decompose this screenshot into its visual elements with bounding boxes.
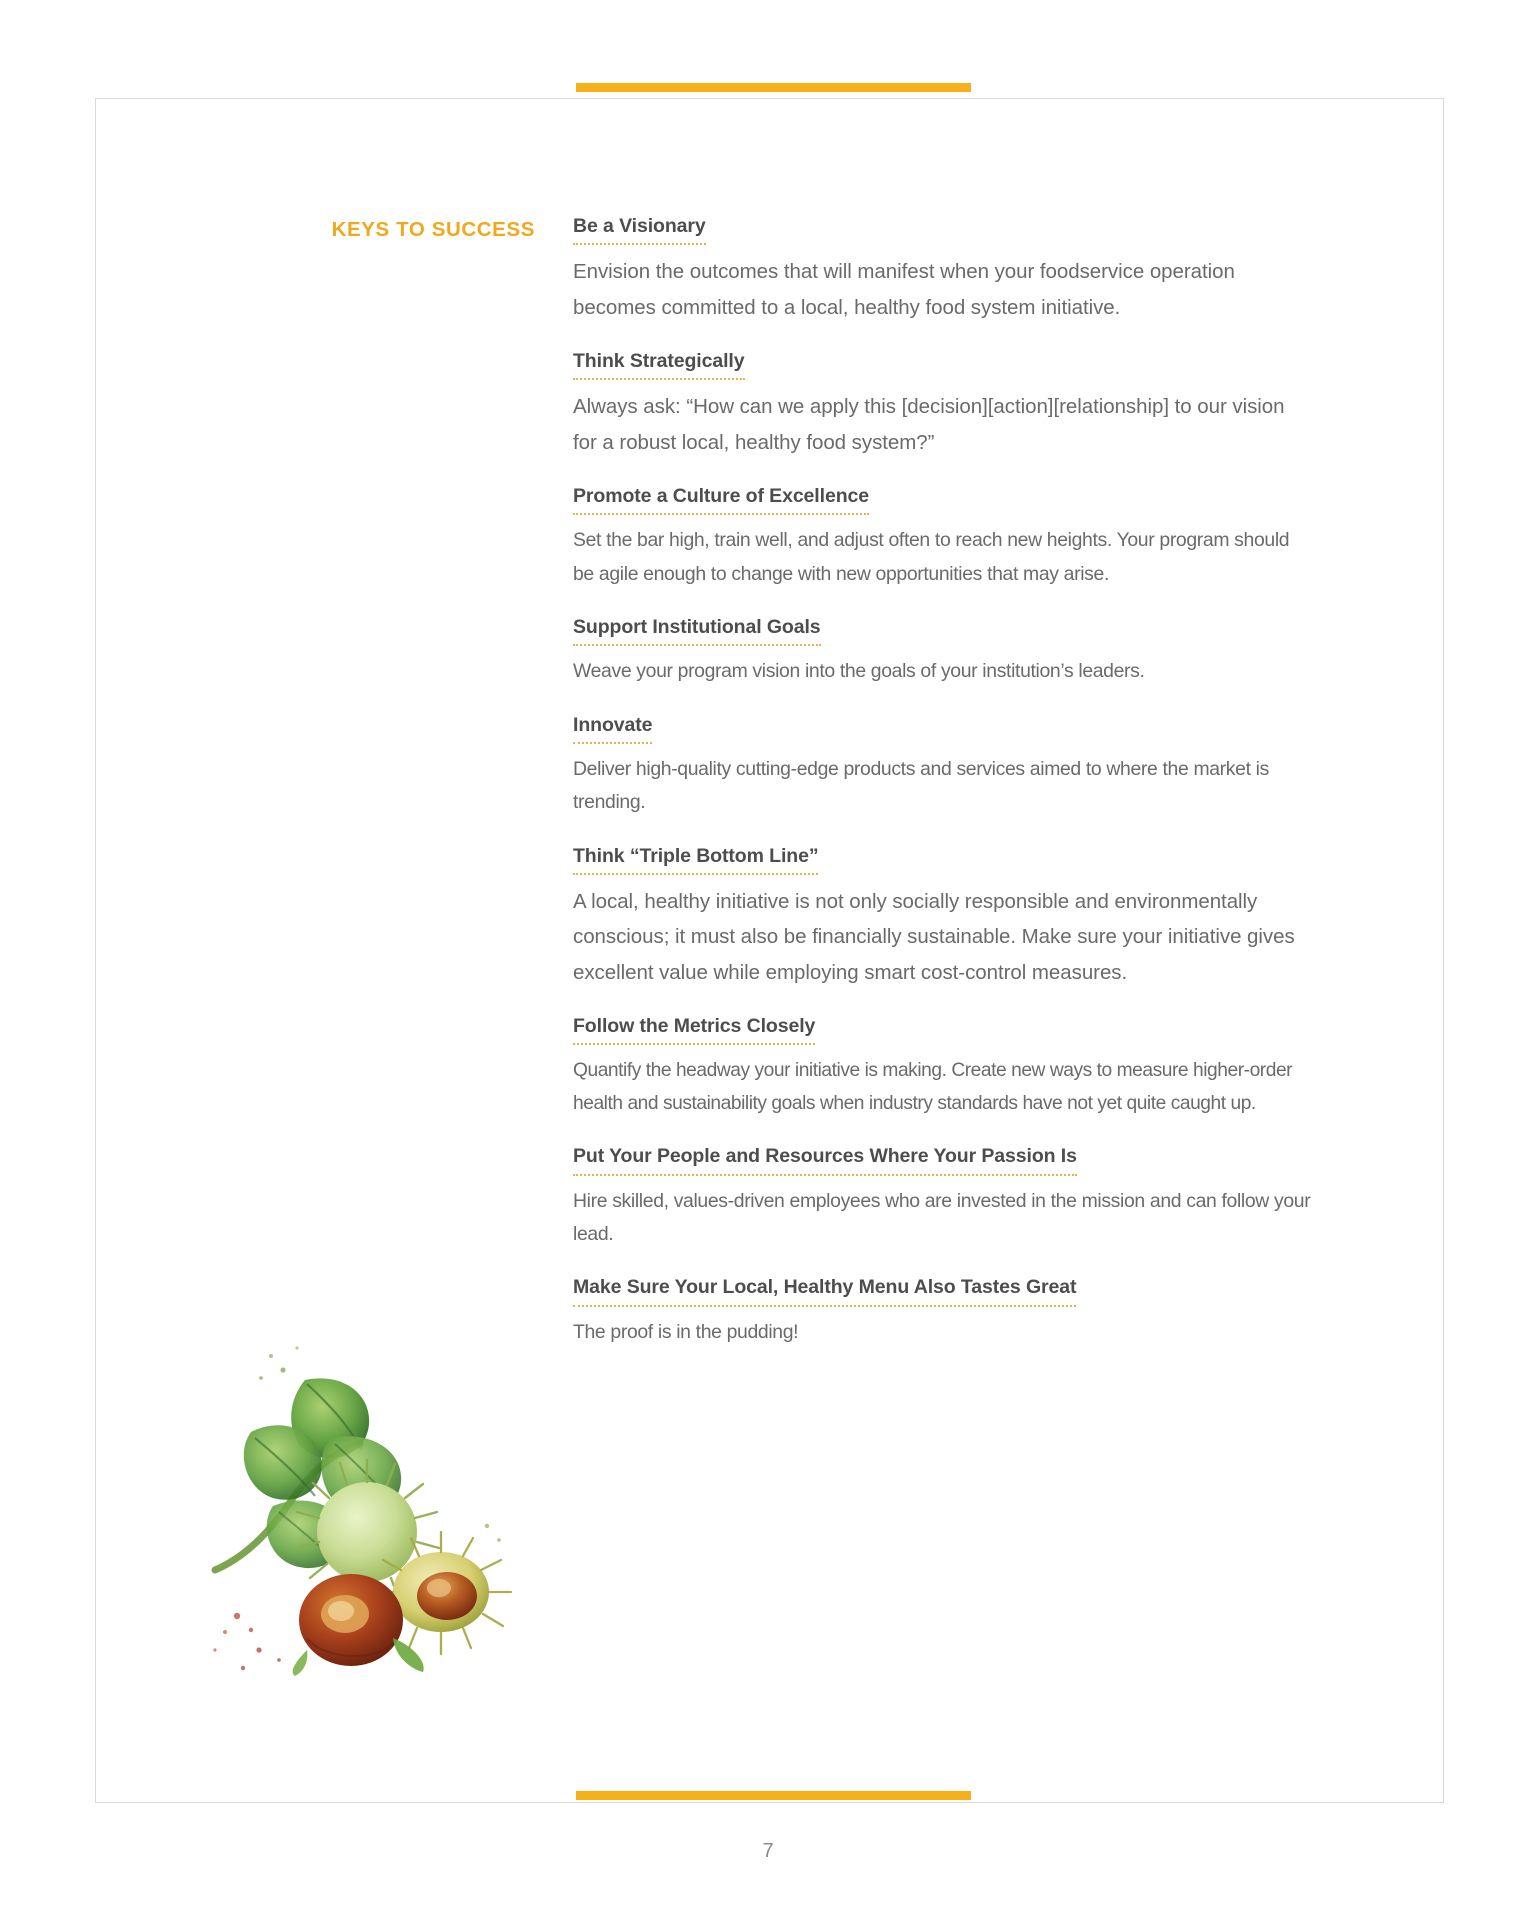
list-item <box>573 1144 1313 1251</box>
list-item <box>573 713 1313 820</box>
list-item <box>573 484 1313 591</box>
entry-title: Make Sure Your Local, Healthy Menu Also Tastes Great <box>573 1275 1076 1306</box>
page-number: 7 <box>762 1840 774 1862</box>
entry-title: Promote a Culture of Excellence <box>573 484 869 515</box>
entry-title: Support Institutional Goals <box>573 615 821 646</box>
entry-title: Think Strategically <box>573 349 745 380</box>
list-item <box>573 1275 1313 1349</box>
list-item <box>573 1014 1313 1120</box>
bottom-accent-rule <box>576 1791 971 1800</box>
entry-title: Follow the Metrics Closely <box>573 1014 815 1045</box>
list-item <box>573 615 1313 689</box>
entry-title: Innovate <box>573 713 652 744</box>
entry-body: Quantify the headway your initiative is making. Create new ways to measure higher-order health and sustainability goals when industry standards have not yet quite caught up. <box>573 1060 1293 1115</box>
list-item <box>573 214 1313 325</box>
keys-to-success-list <box>573 214 1313 1349</box>
entry-body: The proof is in the pudding! <box>573 1320 799 1343</box>
entry-body: Weave your program vision into the goals of your institution’s leaders. <box>573 660 1145 683</box>
entry-title: Put Your People and Resources Where Your Passion Is <box>573 1144 1077 1175</box>
entry-title: Be a Visionary <box>573 214 706 245</box>
section-label: KEYS TO SUCCESS <box>331 218 535 241</box>
entry-body: Deliver high-quality cutting-edge products and services aimed to where the market is trending. <box>573 758 1269 814</box>
chestnut-watercolor-illustration <box>155 1320 515 1680</box>
entry-body: Hire skilled, values-driven employees who are invested in the mission and can follow your lead. <box>573 1189 1311 1246</box>
entry-body: Set the bar high, train well, and adjust often to reach new heights. Your program should be agile enough to change with new opportunities that may arise. <box>573 529 1290 585</box>
list-item <box>573 844 1313 990</box>
entry-body: Envision the outcomes that will manifest when your foodservice operation becomes committed to a local, healthy food system initiative. <box>573 260 1235 319</box>
top-accent-rule <box>576 83 971 92</box>
entry-body: A local, healthy initiative is not only socially responsible and environmentally conscious; it must also be financially sustainable. Make sure your initiative gives excellent value while employing smart cost-control measures. <box>573 890 1295 984</box>
list-item <box>573 349 1313 460</box>
entry-body: Always ask: “How can we apply this [decision][action][relationship] to our vision for a robust local, healthy food system?” <box>573 395 1285 454</box>
entry-title: Think “Triple Bottom Line” <box>573 844 818 875</box>
